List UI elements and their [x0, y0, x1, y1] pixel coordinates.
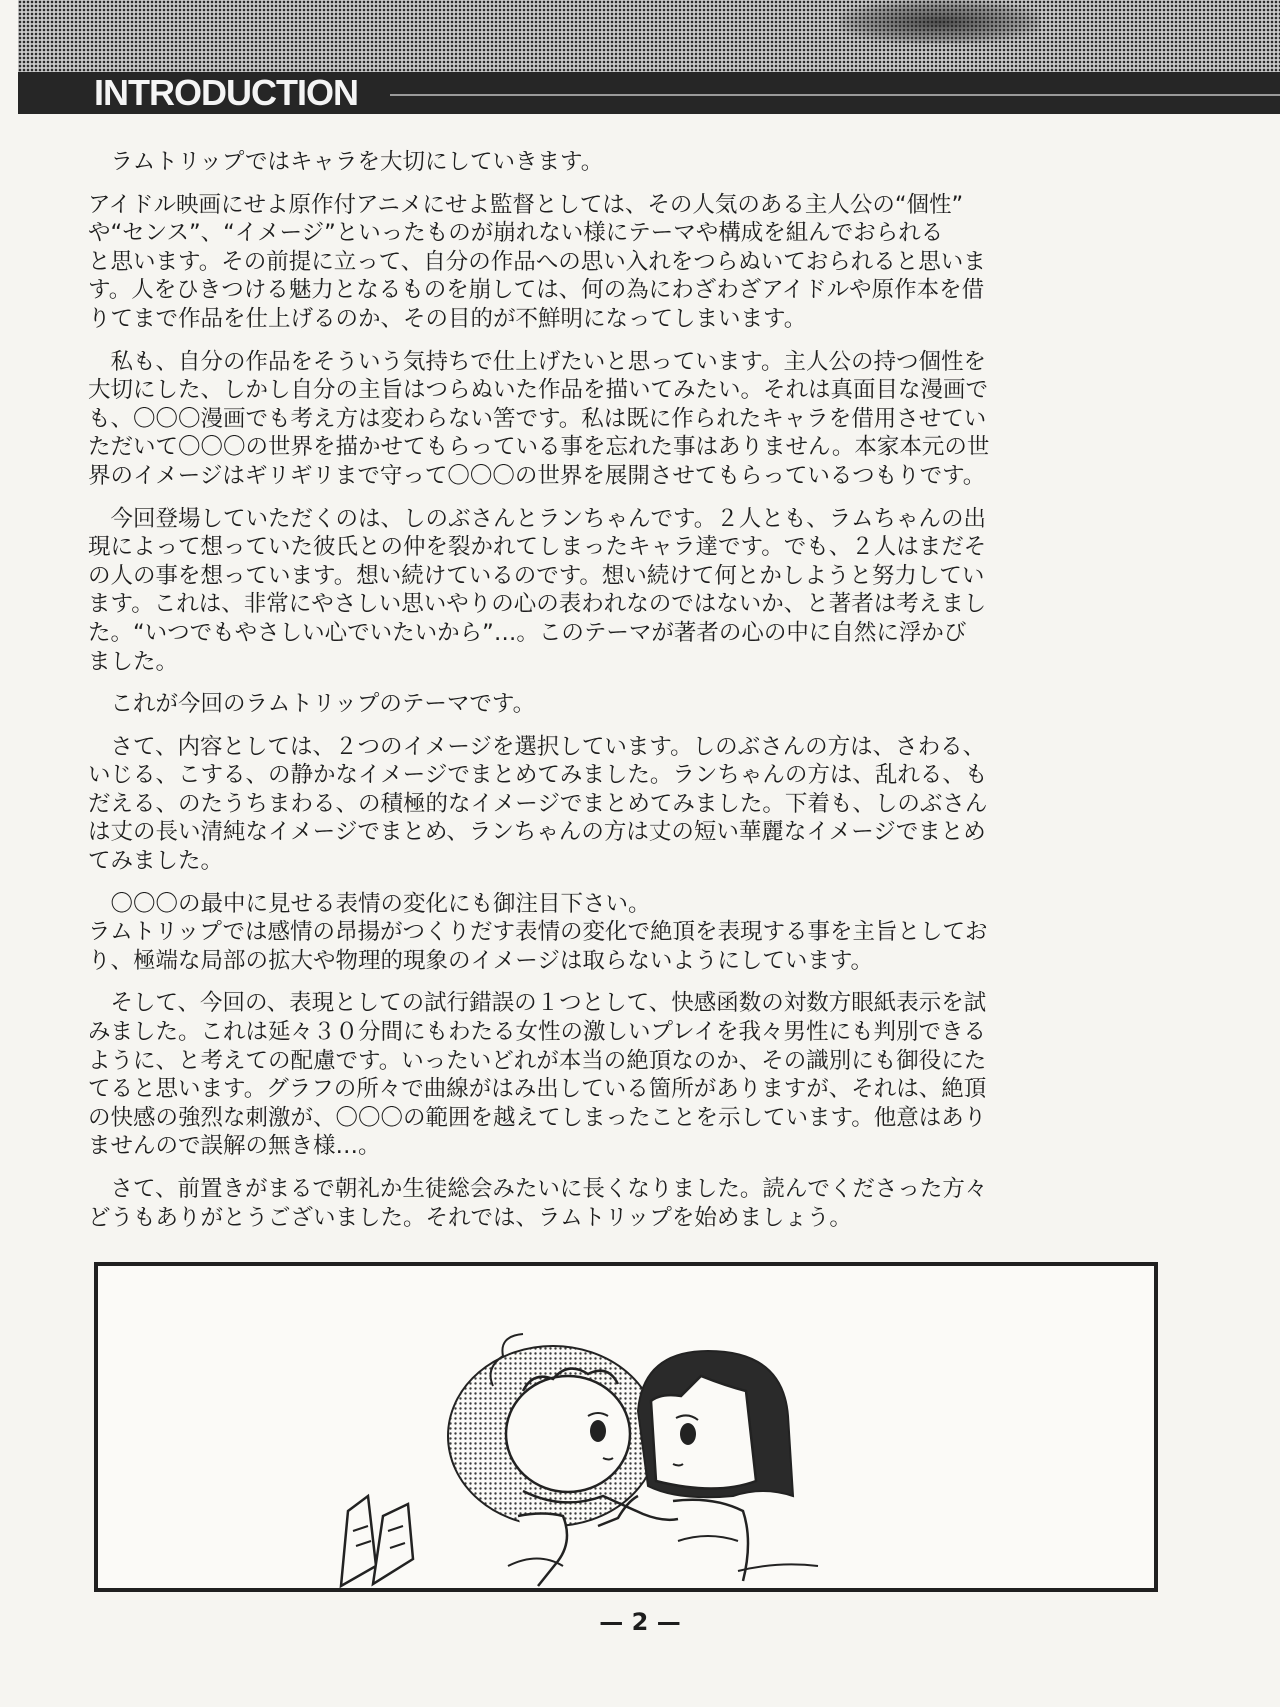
paragraph-2: アイドル映画にせよ原作付アニメにせよ監督としては、その人気のある主人公の“個性” や“センス”、“イメージ”といったものが崩れない様にテーマや構成を組んでおられる と思います。その前提に立って、自分の作品への思い入れをつらぬいておられると思いま す。人をひきつける魅力となるものを崩しては、何の為にわざわざアイドルや原作本を借 りてまで作品を仕上げるのか、その目的が不鮮明になってしまいます。	[88, 191, 986, 332]
paragraph-7: 〇〇〇の最中に見せる表情の変化にも御注目下さい。 ラムトリップでは感情の昂揚がつくりだす表情の変化で絶頂を表現する事を主旨としてお り、極端な局部の拡大や物理的現象のイメージは取らないようにしています。	[88, 890, 988, 974]
page-number: — 2 —	[599, 1608, 681, 1636]
illustration-panel	[94, 1262, 1158, 1592]
paragraph-1: ラムトリップではキャラを大切にしていきます。	[88, 149, 604, 175]
boots-drawing	[341, 1496, 413, 1586]
paragraph-6: さて、内容としては、２つのイメージを選択しています。しのぶさんの方は、さわる、 いじる、こする、の静かなイメージでまとめてみました。ランちゃんの方は、乱れる、も だえる、のたうちまわる、の積極的なイメージでまとめてみました。下着も、しのぶさん は丈の長い清純なイメージでまとめ、ランちゃんの方は丈の短い華麗なイメージでまとめ てみました。	[88, 733, 988, 875]
two-girls-illustration	[98, 1266, 1154, 1588]
header-rule	[390, 94, 1280, 96]
paragraph-3: 私も、自分の作品をそういう気持ちで仕上げたいと思っています。主人公の持つ個性を 大切にした、しかし自分の主旨はつらぬいた作品を描いてみたい。それは真面目な漫画で も、〇〇〇漫画でも考え方は変わらない筈です。私は既に作られたキャラを借用させてい ただいて〇〇〇の世界を描かせてもらっている事を忘れた事はありません。本家本元の世 界のイメージはギリギリまで守って〇〇〇の世界を展開させてもらっているつもりです。	[88, 348, 990, 489]
introduction-body	[88, 148, 1168, 1246]
paragraph-8: そして、今回の、表現としての試行錯誤の１つとして、快感函数の対数方眼紙表示を試 みました。これは延々３０分間にもわたる女性の激しいプレイを我々男性にも判別できる ように、と考えての配慮です。いったいどれが本当の絶頂なのか、その識別にも御役にた てると思います。グラフの所々で曲線がはみ出している箇所がありますが、それは、絶頂 の快感の強烈な刺激が、〇〇〇の範囲を越えてしまったことを示しています。他意はあり ませんので誤解の無き様…。	[88, 990, 987, 1160]
girl-left-figure	[448, 1334, 678, 1586]
paragraph-9: さて、前置きがまるで朝礼か生徒総会みたいに長くなりました。読んでくださった方々 どうもありがとうございました。それでは、ラムトリップを始めましょう。	[88, 1176, 988, 1231]
header-ink-smudge	[840, 0, 1040, 44]
page-title: INTRODUCTION	[88, 72, 364, 114]
paragraph-4: 今回登場していただくのは、しのぶさんとランちゃんです。２人とも、ラムちゃんの出 現によって想っていた彼氏との仲を裂かれてしまったキャラ達です。でも、２人はまだそ の人の事を想っています。想い続けているのです。想い続けて何とかしようと努力してい ます。これは、非常にやさしい思いやりの心の表われなのではないか、と著者は考えまし た。“いつでもやさしい心でいたいから”…。このテーマが著者の心の中に自然に浮かび ました。	[88, 505, 987, 675]
paragraph-5: これが今回のラムトリップのテーマです。	[88, 691, 536, 718]
